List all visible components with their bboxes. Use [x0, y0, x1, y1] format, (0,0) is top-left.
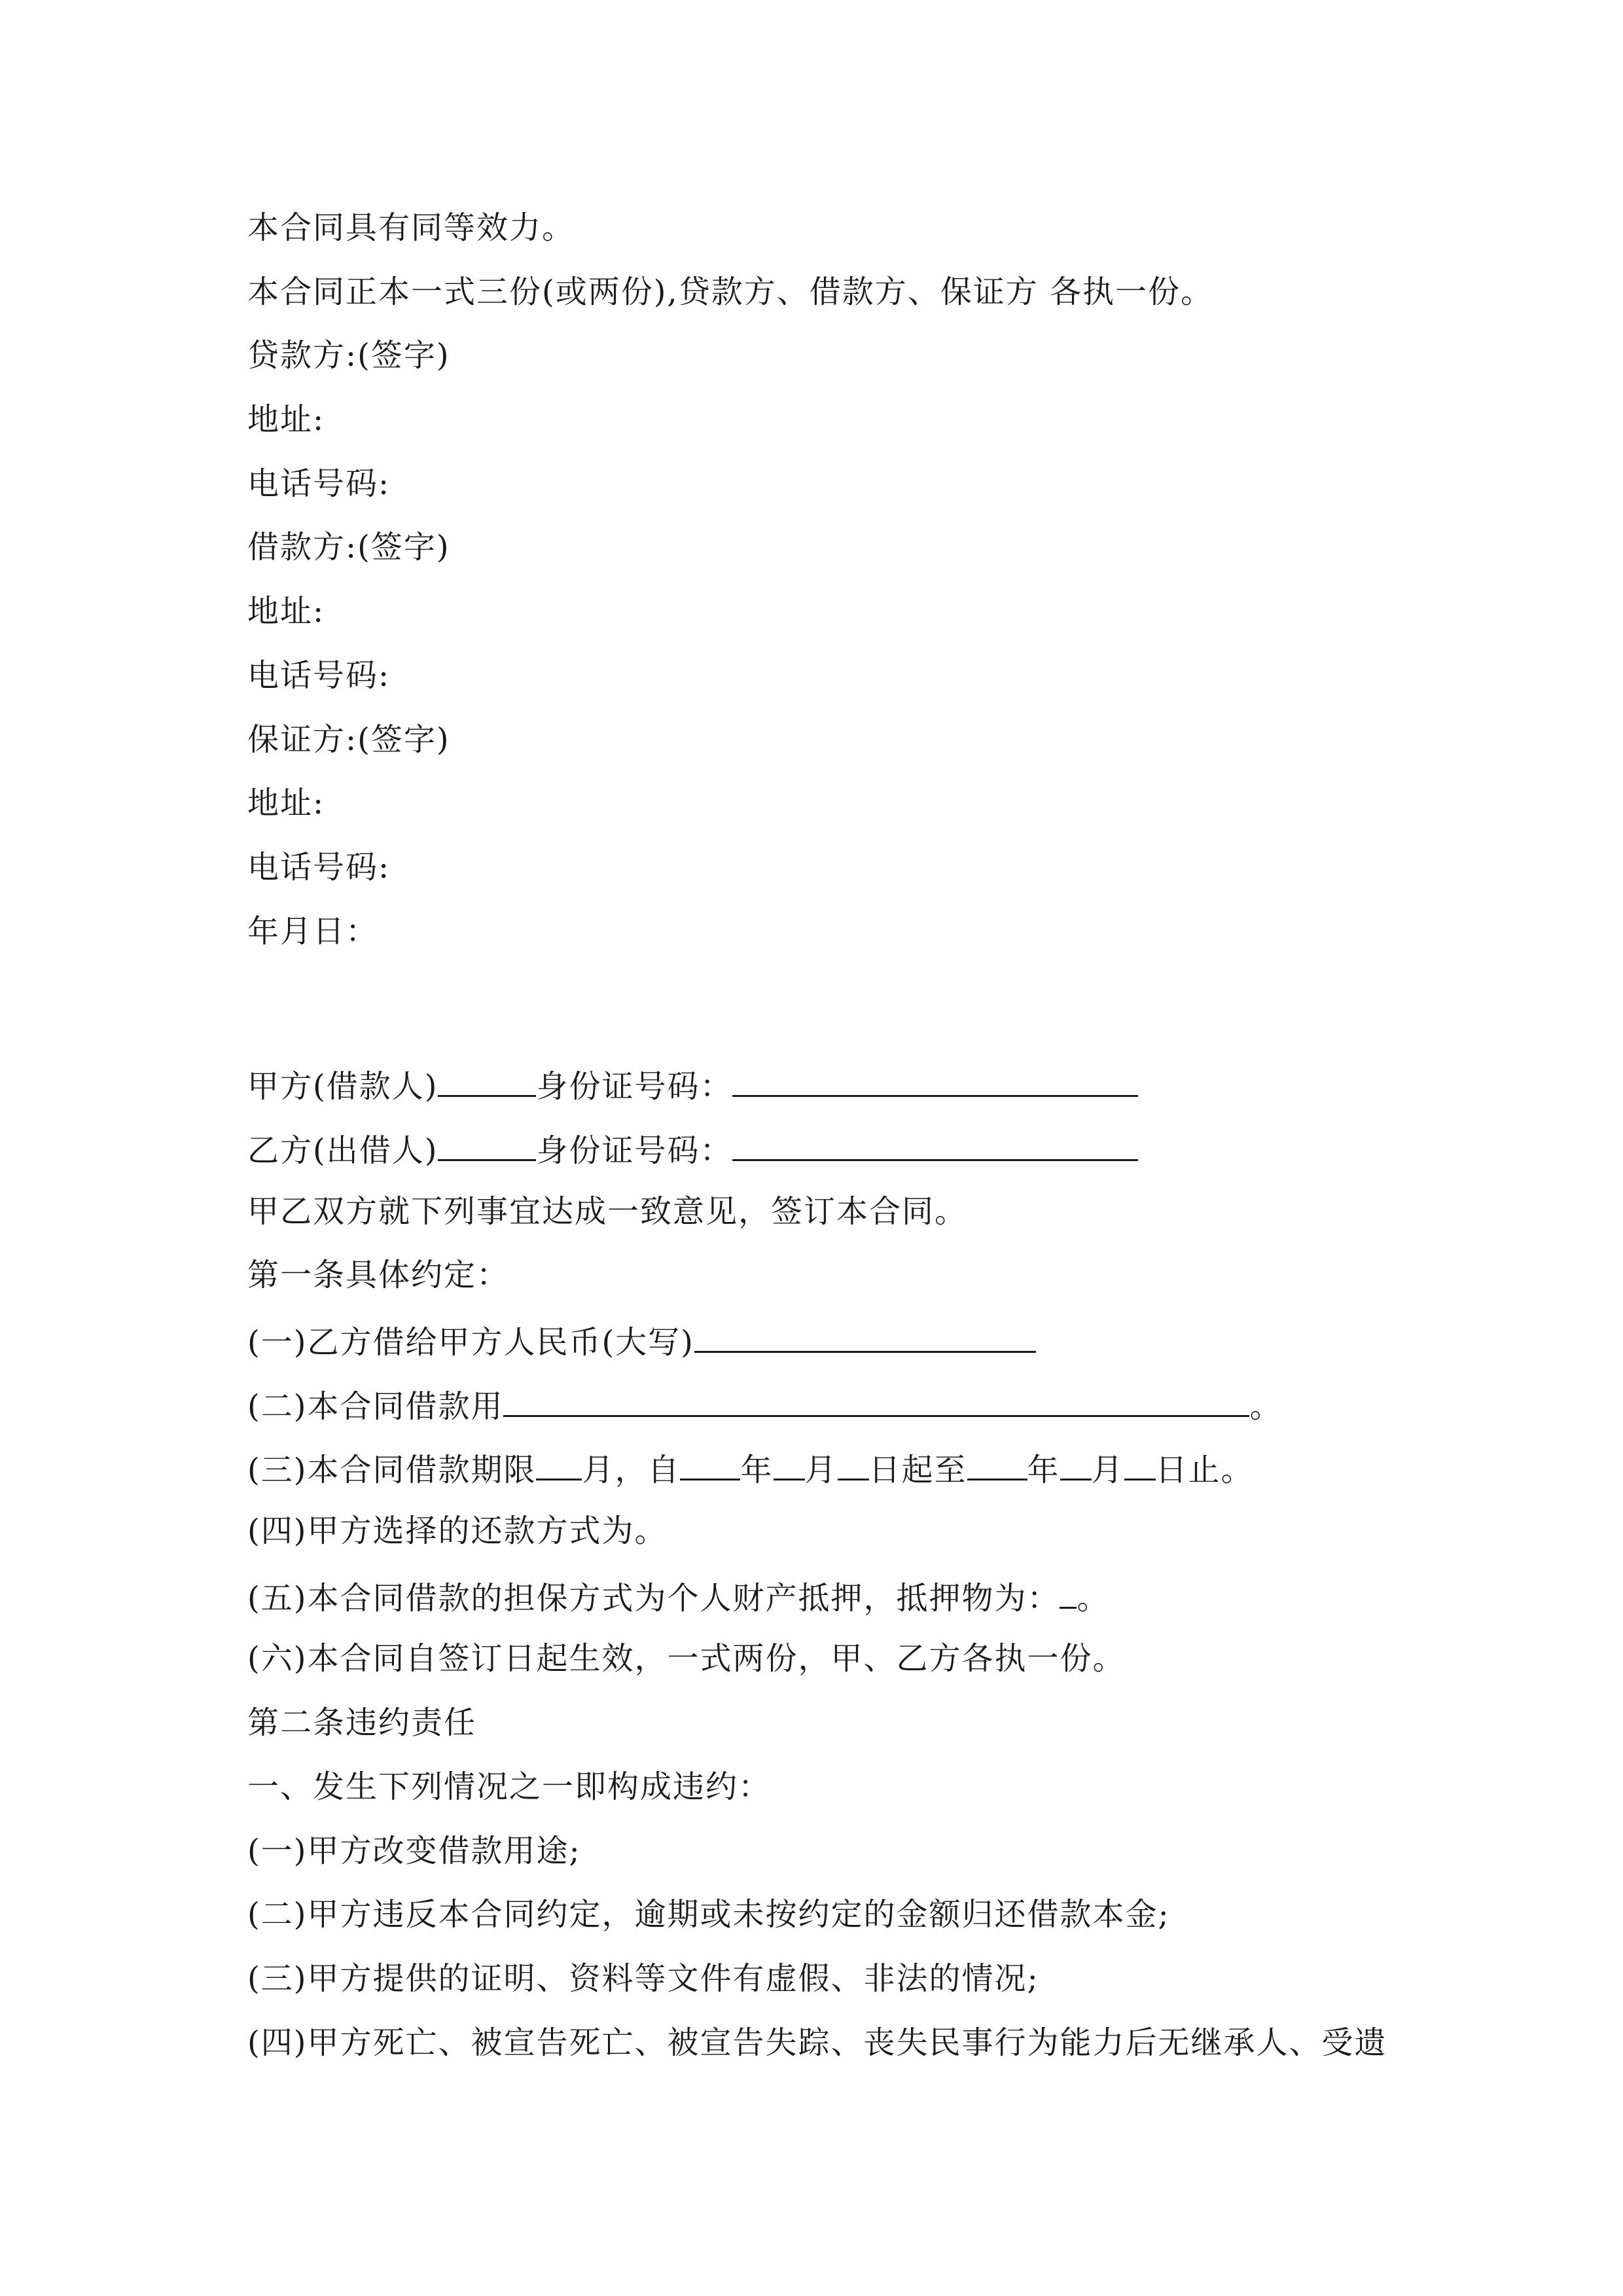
party-b-line — [247, 1128, 1425, 1192]
party-a-label: 甲方(借款人) — [247, 1068, 438, 1105]
breach-item: (四)甲方死亡、被宣告死亡、被宣告失踪、丧失民事行为能力后无继承人、受遗 — [247, 2024, 1387, 2061]
item-3-text-b: 月，自 — [582, 1452, 681, 1489]
document-body — [247, 208, 1425, 2087]
start-day-blank[interactable] — [838, 1447, 869, 1480]
article-2-title: 第二条违约责任 — [247, 1704, 477, 1742]
loan-purpose-blank[interactable] — [503, 1384, 1249, 1417]
item-2-line — [247, 1384, 1425, 1448]
start-year-blank[interactable] — [680, 1447, 740, 1480]
guarantor-phone-label: 电话号码: — [247, 848, 391, 886]
guarantor-address-label: 地址: — [247, 785, 325, 822]
breach-item: (三)甲方提供的证明、资料等文件有虚假、非法的情况; — [247, 1960, 1039, 1997]
item-3-text-f: 年 — [1027, 1452, 1060, 1489]
party-a-name-blank[interactable] — [438, 1064, 536, 1097]
item-2-end: 。 — [1249, 1388, 1283, 1425]
item-3-line — [247, 1447, 1425, 1511]
paragraph-line: 本合同具有同等效力。 — [247, 209, 575, 246]
item-3-text-h: 日止。 — [1155, 1452, 1254, 1489]
paragraph-line: 本合同正本一式三份(或两份),贷款方、借款方、保证方 各执一份。 — [247, 273, 1213, 310]
date-label: 年月日： — [247, 912, 379, 950]
party-b-name-blank[interactable] — [438, 1128, 536, 1161]
item-3-text-a: (三)本合同借款期限 — [247, 1452, 537, 1489]
party-a-line — [247, 1064, 1425, 1128]
borrower-phone-label: 电话号码: — [247, 656, 391, 694]
borrower-signature-label: 借款方:(签字) — [247, 529, 450, 566]
end-year-blank[interactable] — [967, 1447, 1027, 1480]
end-month-blank[interactable] — [1060, 1447, 1092, 1480]
item-5-end: 。 — [1077, 1579, 1110, 1617]
item-2-text: (二)本合同借款用 — [247, 1388, 504, 1425]
party-a-id-label: 身份证号码： — [536, 1068, 733, 1105]
article-1-title: 第一条具体约定： — [247, 1257, 510, 1294]
item-6-text: (六)本合同自签订日起生效，一式两份，甲、乙方各执一份。 — [247, 1640, 1126, 1677]
guarantor-signature-label: 保证方:(签字) — [247, 721, 450, 758]
item-1-text: (一)乙方借给甲方人民币(大写) — [247, 1324, 694, 1361]
breach-item: (二)甲方违反本合同约定，逾期或未按约定的金额归还借款本金; — [247, 1896, 1170, 1933]
item-5-text: (五)本合同借款的担保方式为个人财产抵押，抵押物为： — [247, 1579, 1060, 1617]
party-b-id-label: 身份证号码： — [536, 1132, 733, 1169]
item-4-text: (四)甲方选择的还款方式为。 — [247, 1513, 668, 1550]
item-3-text-d: 月 — [804, 1452, 838, 1489]
loan-amount-blank[interactable] — [694, 1319, 1036, 1353]
lender-signature-label: 贷款方:(签字) — [247, 337, 450, 374]
party-b-label: 乙方(出借人) — [247, 1132, 438, 1169]
party-a-id-blank[interactable] — [732, 1064, 1138, 1097]
item-3-text-g: 月 — [1091, 1452, 1124, 1489]
borrower-address-label: 地址: — [247, 593, 325, 630]
start-month-blank[interactable] — [774, 1447, 805, 1480]
lender-phone-label: 电话号码: — [247, 465, 391, 502]
lender-address-label: 地址: — [247, 401, 325, 439]
item-3-text-e: 日起至 — [868, 1452, 967, 1489]
item-1-line — [247, 1319, 1425, 1384]
breach-intro: 一、发生下列情况之一即构成违约： — [247, 1768, 772, 1805]
term-months-blank[interactable] — [536, 1447, 582, 1480]
item-3-text-c: 年 — [740, 1452, 774, 1489]
item-5-line — [247, 1575, 1425, 1640]
end-day-blank[interactable] — [1124, 1447, 1156, 1480]
breach-item: (一)甲方改变借款用途; — [247, 1832, 581, 1869]
collateral-blank[interactable] — [1060, 1575, 1077, 1609]
party-b-id-blank[interactable] — [732, 1128, 1138, 1161]
section-gap — [247, 975, 1425, 1064]
intro-text: 甲乙双方就下列事宜达成一致意见，签订本合同。 — [247, 1193, 968, 1230]
